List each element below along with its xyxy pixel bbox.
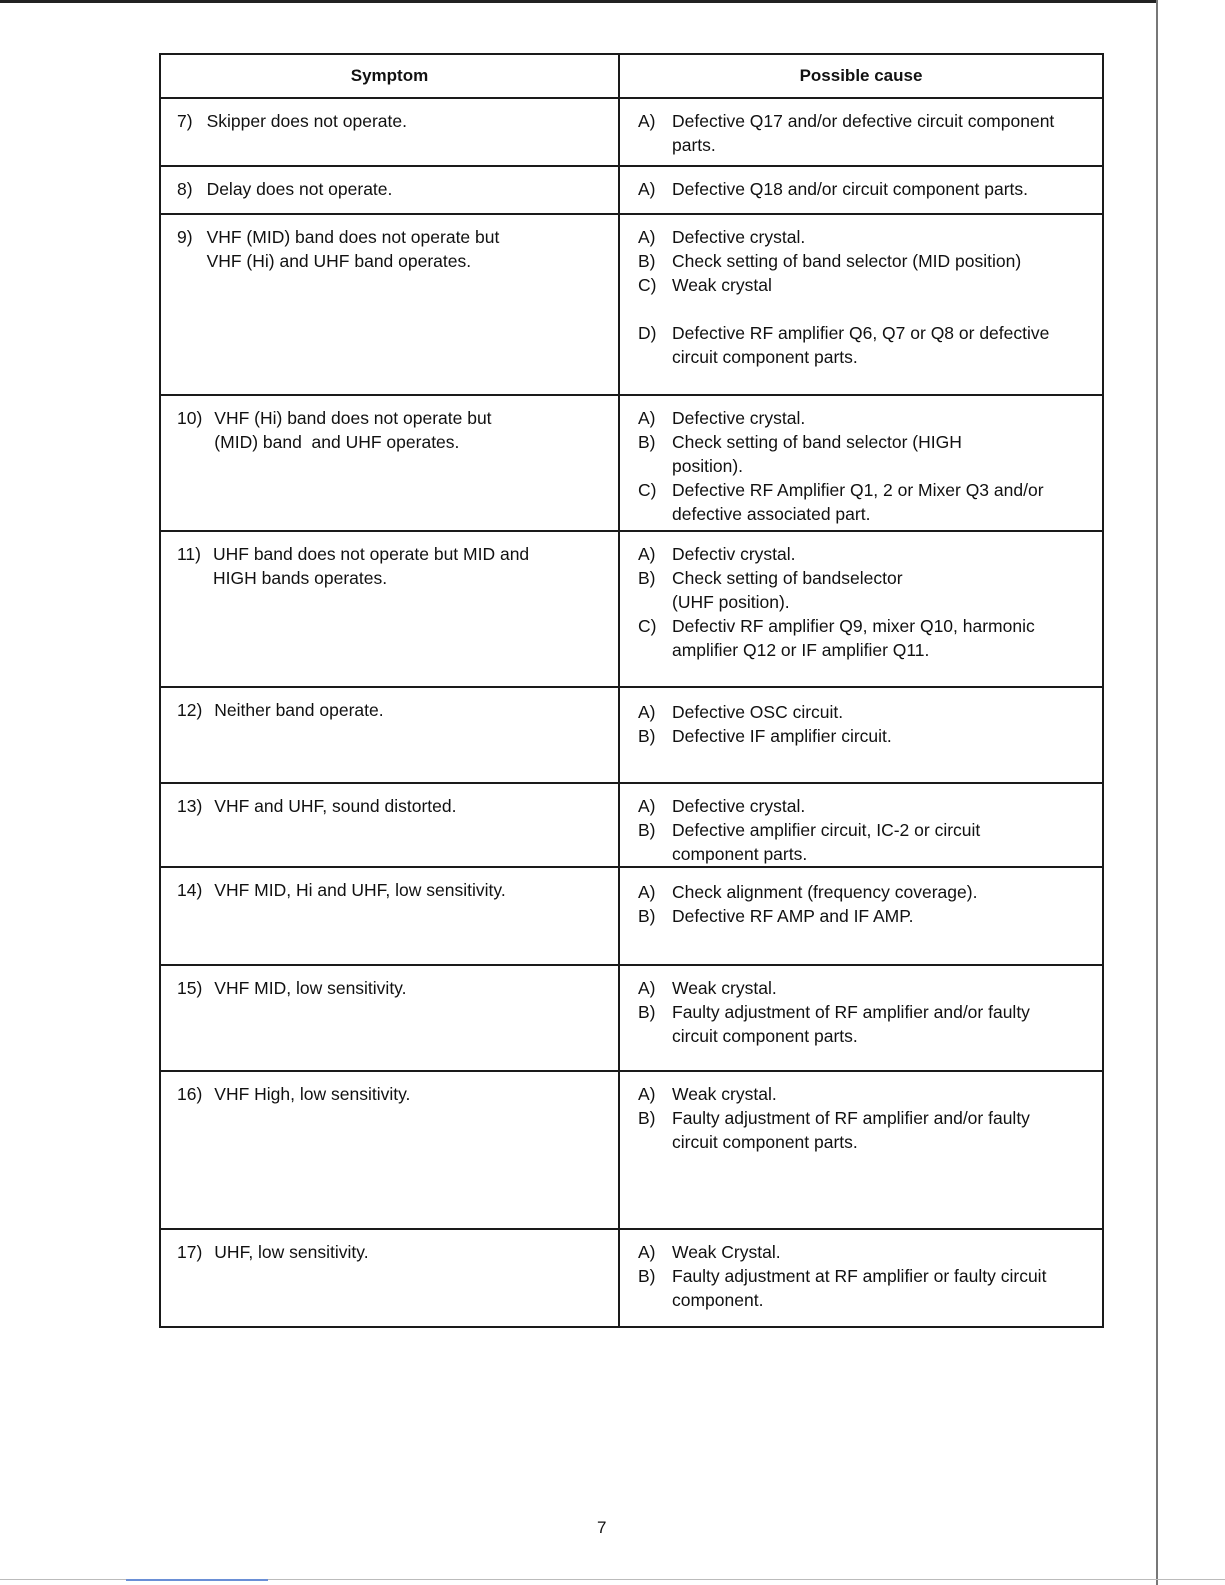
cause-text: Check setting of bandselector (UHF position). [672,568,903,612]
cause-text: Defectiv crystal. [672,544,796,564]
symptom-cell [160,531,619,687]
cause-letter: A) [638,978,656,998]
cause-letter: A) [638,179,656,199]
cause-item [638,273,1096,297]
cause-letter: A) [638,1084,656,1104]
cause-letter: A) [638,227,656,247]
cause-item [638,406,1096,430]
cause-letter: B) [638,1002,656,1022]
symptom-cell [160,867,619,965]
symptom-text: VHF MID, Hi and UHF, low sensitivity. [214,880,506,900]
cause-text: Defective crystal. [672,227,806,247]
cause-item [638,794,1096,818]
cause-cell [619,395,1103,531]
symptom-text: VHF High, low sensitivity. [214,1084,411,1104]
cause-letter: A) [638,544,656,564]
cause-text: Weak crystal. [672,978,777,998]
cause-letter: D) [638,323,657,343]
table-header-row [160,54,1103,98]
cause-item [638,880,1096,904]
cause-letter: C) [638,616,657,636]
cause-text: Weak Crystal. [672,1242,781,1262]
cause-text: Defective RF AMP and IF AMP. [672,906,914,926]
cause-letter: B) [638,251,656,271]
cause-letter: B) [638,432,656,452]
cause-text: Check alignment (frequency coverage). [672,882,978,902]
symptom-text: UHF band does not operate but MID and [213,544,530,564]
symptom-cell [160,965,619,1071]
symptom-cell [160,166,619,214]
cause-text: Defective RF amplifier Q6, Q7 or Q8 or defective circuit component parts. [672,323,1050,367]
row-number: 8) [177,179,193,199]
right-edge-rule [1156,0,1158,1585]
cause-item [638,1000,1096,1048]
row-number: 13) [177,796,203,816]
row-number: 10) [177,408,203,428]
table-row [160,1229,1103,1327]
row-number: 12) [177,700,203,720]
cause-item [638,225,1096,249]
table-row [160,395,1103,531]
cause-cell [619,166,1103,214]
cause-letter: B) [638,820,656,840]
cause-item [638,566,1096,614]
cause-letter: A) [638,408,656,428]
symptom-cell [160,395,619,531]
cause-text: Defective Q18 and/or circuit component parts. [672,179,1029,199]
table-row [160,166,1103,214]
table-row [160,214,1103,395]
cause-text: Weak crystal. [672,1084,777,1104]
row-number: 7) [177,111,193,131]
table-row [160,98,1103,166]
cause-letter: A) [638,702,656,722]
cause-text: Defective crystal. [672,796,806,816]
symptom-text: Delay does not operate. [206,179,393,199]
table-row [160,867,1103,965]
cause-item [638,724,1096,748]
cause-letter: B) [638,568,656,588]
cause-text: Defective OSC circuit. [672,702,844,722]
cause-text: Faulty adjustment at RF amplifier or faulty circuit component. [672,1266,1047,1310]
cause-item [638,321,1096,369]
symptom-text: VHF (Hi) band does not operate but [214,408,492,428]
cause-letter: A) [638,111,656,131]
cause-text: Defective amplifier circuit, IC-2 or circuit component parts. [672,820,981,864]
symptom-cell [160,1229,619,1327]
table-row [160,687,1103,783]
cause-letter: B) [638,726,656,746]
symptom-text: VHF (Hi) and UHF band operates. [206,251,472,271]
cause-item [638,478,1096,526]
cause-item [638,177,1096,201]
cause-item [638,1264,1096,1312]
cause-letter: A) [638,796,656,816]
symptom-text: VHF and UHF, sound distorted. [214,796,457,816]
table-row [160,965,1103,1071]
cause-item [638,109,1096,157]
cause-item [638,818,1096,866]
cause-item [638,542,1096,566]
symptom-column-header: Symptom [160,54,619,98]
bottom-highlight-mark [126,1579,268,1581]
cause-cell [619,867,1103,965]
symptom-cell [160,687,619,783]
symptom-text: Neither band operate. [214,700,384,720]
row-number: 14) [177,880,203,900]
symptom-cell [160,783,619,867]
row-number: 17) [177,1242,203,1262]
cause-item [638,700,1096,724]
symptom-cell [160,214,619,395]
cause-text: Defective RF Amplifier Q1, 2 or Mixer Q3 and/or defective associated part. [672,480,1044,524]
row-number: 11) [177,544,201,564]
cause-cell [619,965,1103,1071]
cause-letter: C) [638,275,657,295]
cause-cell [619,687,1103,783]
symptom-text: HIGH bands operates. [213,568,388,588]
table-row [160,783,1103,867]
cause-cell [619,98,1103,166]
cause-cell [619,1229,1103,1327]
row-number: 16) [177,1084,203,1104]
row-number: 9) [177,227,193,247]
cause-text: Check setting of band selector (MID position) [672,251,1022,271]
cause-item [638,430,1096,478]
cause-item [638,1240,1096,1264]
cause-cell [619,214,1103,395]
cause-item [638,614,1096,662]
cause-letter: C) [638,480,657,500]
page-number: 7 [597,1518,607,1537]
cause-text: Faulty adjustment of RF amplifier and/or faulty circuit component parts. [672,1108,1030,1152]
cause-cell [619,783,1103,867]
row-number: 15) [177,978,203,998]
symptom-text: VHF MID, low sensitivity. [214,978,407,998]
cause-letter: B) [638,906,656,926]
cause-letter: A) [638,1242,656,1262]
symptom-text: Skipper does not operate. [206,111,407,131]
cause-text: Defective Q17 and/or defective circuit component parts. [672,111,1055,155]
troubleshooting-table [159,53,1104,1328]
cause-text: Check setting of band selector (HIGH position). [672,432,962,476]
cause-text: Defective crystal. [672,408,806,428]
table-row [160,531,1103,687]
cause-item [638,1082,1096,1106]
cause-text: Defectiv RF amplifier Q9, mixer Q10, harmonic amplifier Q12 or IF amplifier Q11. [672,616,1035,660]
table-row [160,1071,1103,1229]
top-rule [0,0,1158,3]
cause-letter: A) [638,882,656,902]
cause-cell [619,1071,1103,1229]
cause-item [638,1106,1096,1154]
symptom-text: VHF (MID) band does not operate but [206,227,500,247]
symptom-text: UHF, low sensitivity. [214,1242,369,1262]
cause-text: Defective IF amplifier circuit. [672,726,892,746]
cause-letter: B) [638,1266,656,1286]
cause-text: Weak crystal [672,275,772,295]
cause-item [638,976,1096,1000]
symptom-text: (MID) band and UHF operates. [214,432,460,452]
cause-letter: B) [638,1108,656,1128]
cause-text: Faulty adjustment of RF amplifier and/or faulty circuit component parts. [672,1002,1030,1046]
cause-item [638,249,1096,273]
symptom-cell [160,1071,619,1229]
cause-cell [619,531,1103,687]
cause-column-header: Possible cause [619,54,1103,98]
symptom-cell [160,98,619,166]
cause-item [638,904,1096,928]
